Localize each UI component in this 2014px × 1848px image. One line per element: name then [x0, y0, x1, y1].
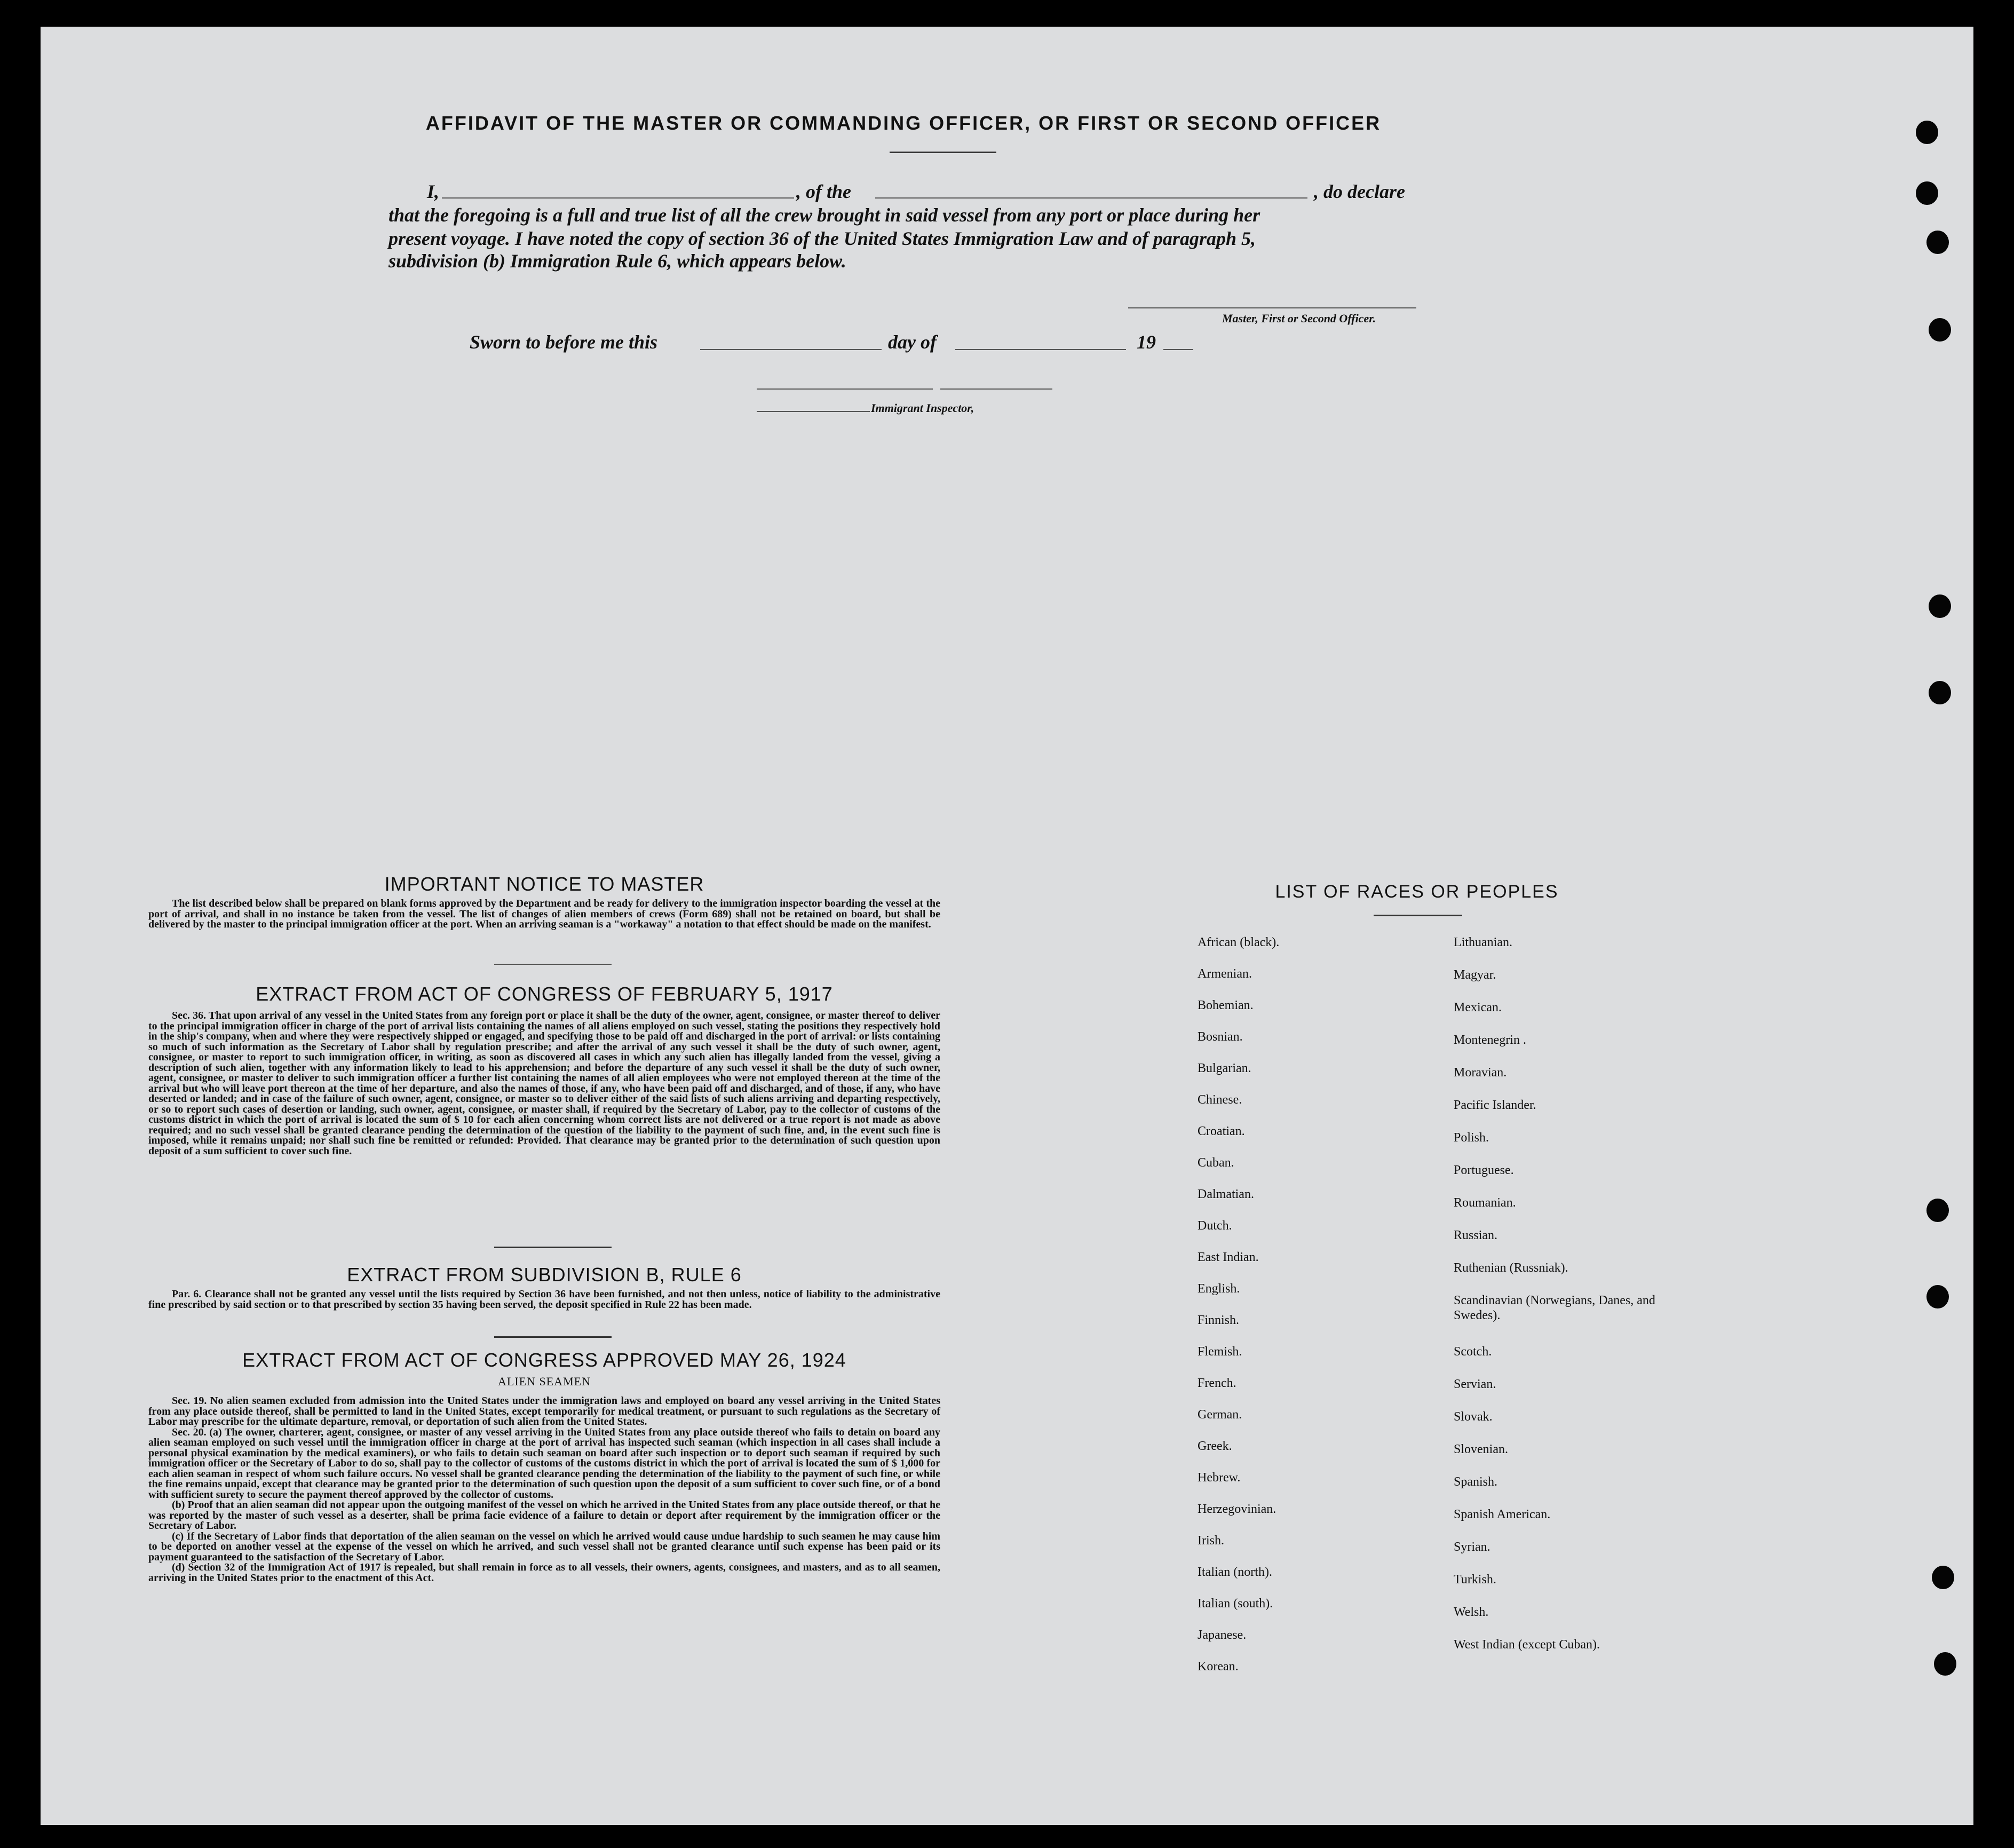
race-item: Italian (south).	[1198, 1597, 1273, 1611]
race-item: Bohemian.	[1198, 998, 1254, 1012]
race-item: Welsh.	[1454, 1605, 1489, 1619]
name-blank-line	[442, 197, 794, 199]
inspector-label: Immigrant Inspector,	[871, 401, 974, 415]
race-item: Japanese.	[1198, 1628, 1247, 1642]
punch-hole-icon	[1926, 1285, 1949, 1308]
race-item: Bosnian.	[1198, 1030, 1243, 1044]
race-item: East Indian.	[1198, 1250, 1259, 1264]
extract-rule6-title: EXTRACT FROM SUBDIVISION B, RULE 6	[347, 1264, 742, 1286]
race-item: Spanish.	[1454, 1475, 1498, 1489]
race-item: Irish.	[1198, 1534, 1224, 1548]
vessel-blank-line	[875, 197, 1307, 199]
affidavit-line-2: that the foregoing is a full and true list of all the crew brought in said vessel from any port or place during her	[388, 204, 1260, 226]
punch-hole-icon	[1916, 181, 1938, 205]
extract-1917-divider	[494, 1247, 612, 1248]
race-item: Servian.	[1454, 1377, 1496, 1391]
year-prefix: 19	[1137, 331, 1156, 353]
extract-1924-sec19: Sec. 19. No alien seamen excluded from admission into the United States under the immigration laws and employed on board any vessel arriving in the United States from any place outside thereof, shall be permitted to land in the United States, except temporarily for medical treatment, or pursuant to such regulations as the Secretary of Labor may prescribe for the ultimate departure, removal, or deportation of such alien from the United States.	[148, 1395, 940, 1427]
race-item: Korean.	[1198, 1660, 1239, 1673]
race-item: Polish.	[1454, 1131, 1489, 1145]
extract-rule6-text: Par. 6. Clearance shall not be granted any vessel until the lists required by Section 36 have been furnished, and not then unless, notice of liability to the administrative fine prescribed by said section or to that prescribed by section 35 having been served, the deposit specified in Rule 22 has been made.	[148, 1288, 940, 1311]
race-item: Dutch.	[1198, 1219, 1232, 1233]
race-item: Chinese.	[1198, 1093, 1242, 1107]
alien-seamen-subtitle: ALIEN SEAMEN	[498, 1375, 591, 1388]
extract-1917-text: Sec. 36. That upon arrival of any vessel in the United States from any foreign port or place it shall be the duty of the owner, agent, consignee, or master thereof to deliver to the principal immigration officer in charge of the port of arrival lists containing the names of all aliens employed on such vessel, stating the positions they respectively hold in the ship's company, when and where they were respectively shipped or engaged, and specifying those to be paid off and discharged in the port of arrival: or lists containing so much of such information as the Secretary of Labor shall by regulation prescribe; and after the arrival of any such vessel it shall be the duty of such owner, agent, consignee, or master to report to such immigration officer, in writing, as soon as discovered all cases in which any such alien has illegally landed from the vessel, giving a description of such alien, together with any information likely to lead to his apprehension; and before the departure of any such vessel it shall be the duty of such owner, agent, consignee, or master to deliver to such immigration officer a further list containing the names of all alien employees who were not employed thereon at the time of the arrival but who will leave port thereon at the time of her departure, and also the names of those, if any, who have been paid off and discharged, and of those, if any, who have deserted or landed; and in case of the failure of such owner, agent, consignee, or master so to deliver either of the said lists of such aliens arriving and departing respectively, or so to report such cases of desertion or landing, such owner, agent, consignee, or master shall, if required by the Secretary of Labor, pay to the collector of customs of the customs district in which the port of arrival is located the sum of $ 10 for each alien concerning whom correct lists are not delivered or a true report is not made as above required; and no such vessel shall be granted clearance pending the determination of the question of the liability to the payment of such fine, and, in the event such fine is imposed, while it remains unpaid; nor shall such fine be remitted or refunded: Provided. That clearance may be granted prior to the determination of such question upon deposit of a sum sufficient to cover such fine.	[148, 1010, 940, 1157]
inspector-line-1	[757, 388, 933, 390]
race-item: Montenegrin .	[1454, 1033, 1526, 1047]
punch-hole-icon	[1926, 1199, 1949, 1222]
race-item: Mexican.	[1454, 1001, 1502, 1014]
punch-hole-icon	[1929, 681, 1951, 704]
extract-1924-sec20d: (d) Section 32 of the Immigration Act of 1917 is repealed, but shall remain in force as to all vessels, their owners, agents, consignees, and masters, and as to all seamen, arriving in the United States prior to the enactment of this Act.	[148, 1561, 940, 1584]
race-item: Flemish.	[1198, 1345, 1242, 1359]
inspector-line-2	[940, 388, 1052, 390]
races-divider	[1374, 915, 1462, 916]
race-item: Spanish American.	[1454, 1508, 1551, 1521]
punch-hole-icon	[1932, 1566, 1954, 1589]
signature-line	[1128, 307, 1416, 308]
race-item: African (black).	[1198, 935, 1280, 949]
race-item: Magyar.	[1454, 968, 1496, 982]
race-item: Lithuanian.	[1454, 935, 1512, 949]
punch-hole-icon	[1934, 1652, 1956, 1676]
races-title: LIST OF RACES OR PEOPLES	[1275, 882, 1559, 902]
punch-hole-icon	[1916, 121, 1938, 144]
race-item: Slovak.	[1454, 1410, 1493, 1424]
inspector-line-3	[757, 411, 870, 412]
race-item: Scandinavian (Norwegians, Danes, and Swedes).	[1454, 1294, 1655, 1322]
extract-1924-title: EXTRACT FROM ACT OF CONGRESS APPROVED MAY 26, 1924	[242, 1349, 846, 1371]
affidavit-of-the: , of the	[796, 181, 851, 202]
races-column-1	[1198, 935, 1438, 1691]
day-of-label: day of	[888, 331, 937, 353]
affidavit-line-3: present voyage. I have noted the copy of section 36 of the United States Immigration Law and of paragraph 5,	[388, 228, 1256, 249]
sworn-month-line	[955, 349, 1126, 350]
race-item: West Indian (except Cuban).	[1454, 1638, 1600, 1652]
title-divider	[890, 152, 996, 153]
race-item: French.	[1198, 1376, 1236, 1390]
race-item: Pacific Islander.	[1454, 1098, 1536, 1112]
extract-1917-title: EXTRACT FROM ACT OF CONGRESS OF FEBRUARY 5, 1917	[256, 983, 833, 1005]
race-item: Hebrew.	[1198, 1471, 1241, 1485]
race-item: Italian (north).	[1198, 1565, 1272, 1579]
extract-1924-sec20a: Sec. 20. (a) The owner, charterer, agent, consignee, or master of any vessel arriving in the United States from any place outside thereof who fails to detain on board any alien seaman employed on such vessel until the immigration officer in charge at the port of arrival has inspected such seaman (which inspection in all cases shall include a personal physical examination by the medical examiners), or who fails to detain such seaman on board after such inspection or to deport such seaman if required by such immigration officer or the Secretary of Labor to do so, shall pay to the collector of customs of the customs district in which the port of arrival is located the sum of $ 1,000 for each alien seaman in respect of whom such failure occurs. No vessel shall be granted clearance pending the determination of the liability to the payment of such fine, or while the fine remains unpaid, except that clearance may be granted prior to the determination of such question upon the deposit of a sum sufficient to cover such fine, or of a bond with sufficient surety to secure the payment thereof approved by the collector of customs.	[148, 1426, 940, 1501]
master-label: Master, First or Second Officer.	[1222, 312, 1376, 325]
race-item: Greek.	[1198, 1439, 1232, 1453]
race-item: German.	[1198, 1408, 1242, 1422]
race-item: Syrian.	[1454, 1540, 1490, 1554]
race-item: Dalmatian.	[1198, 1187, 1254, 1201]
race-item: Portuguese.	[1454, 1163, 1514, 1177]
affidavit-line-4: subdivision (b) Immigration Rule 6, which appears below.	[388, 250, 846, 272]
extract-1924-text	[148, 1396, 940, 1583]
race-item: Herzegovinian.	[1198, 1502, 1276, 1516]
race-item: Russian.	[1454, 1228, 1498, 1242]
race-item: Scotch.	[1454, 1345, 1492, 1359]
affidavit-title: AFFIDAVIT OF THE MASTER OR COMMANDING OFFICER, OR FIRST OR SECOND OFFICER	[425, 112, 1382, 134]
race-item: English.	[1198, 1282, 1240, 1296]
race-item: Turkish.	[1454, 1573, 1496, 1587]
race-item: Bulgarian.	[1198, 1061, 1251, 1075]
affidavit-declare: , do declare	[1314, 181, 1405, 202]
race-item: Croatian.	[1198, 1124, 1245, 1138]
extract-rule6-divider	[494, 1336, 612, 1338]
race-item: Armenian.	[1198, 967, 1252, 981]
sworn-day-line	[700, 349, 882, 350]
notice-divider	[494, 964, 612, 965]
race-item: Slovenian.	[1454, 1442, 1508, 1456]
punch-hole-icon	[1926, 231, 1949, 254]
notice-text: The list described below shall be prepared on blank forms approved by the Department and be ready for delivery to the immigration inspector boarding the vessel at the port of arrival, and shall in no instance be taken from the vessel. The list of changes of alien members of crews (Form 689) shall not be retained on board, but shall be delivered by the master to the principal immigration officer at the port. When an arriving seaman is a "workaway" a notation to that effect should be made on the manifest.	[148, 898, 940, 930]
punch-hole-icon	[1929, 594, 1951, 618]
race-item: Ruthenian (Russniak).	[1454, 1261, 1568, 1275]
extract-1924-sec20b: (b) Proof that an alien seaman did not appear upon the outgoing manifest of the vessel on which he arrived in the United States from any place outside thereof, or that he was reported by the master of such vessel as a deserter, shall be prima facie evidence of a failure to detain or deport after requirement by the immigration officer or the Secretary of Labor.	[148, 1499, 940, 1532]
punch-hole-icon	[1929, 318, 1951, 342]
race-item: Roumanian.	[1454, 1196, 1516, 1210]
extract-1924-sec20c: (c) If the Secretary of Labor finds that deportation of the alien seaman on the vessel on which he arrived would cause undue hardship to such seamen he may cause him to be deported on another vessel at the expense of the vessel on which he arrived, and such vessel shall not be granted clearance until such expense has been paid or its payment guaranteed to the satisfaction of the Secretary of Labor.	[148, 1530, 940, 1563]
affidavit-i: I,	[427, 181, 440, 202]
race-item: Finnish.	[1198, 1313, 1240, 1327]
notice-title: IMPORTANT NOTICE TO MASTER	[384, 873, 704, 895]
year-line	[1163, 349, 1193, 350]
races-column-2	[1454, 935, 1655, 1670]
race-item: Moravian.	[1454, 1066, 1507, 1080]
race-item: Cuban.	[1198, 1156, 1234, 1170]
sworn-label: Sworn to before me this	[470, 331, 658, 353]
